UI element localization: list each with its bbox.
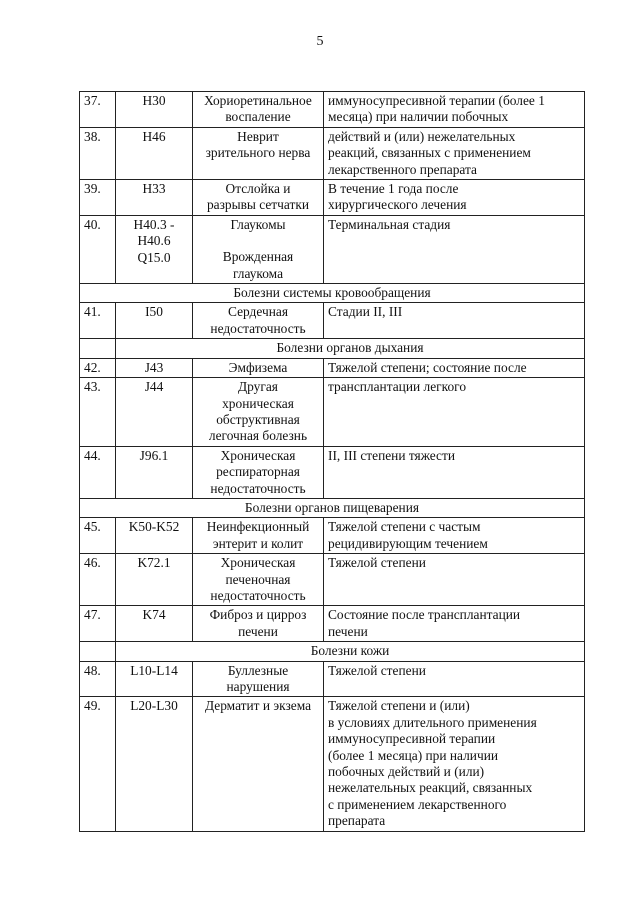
cell-line: недостаточность [210,587,306,603]
disease-name [193,697,324,831]
cell-line: L10-L14 [130,662,178,678]
section-title: Болезни органов дыхания [116,339,585,358]
row-number: 45. [80,518,116,554]
disease-name [193,378,324,447]
table-row [80,606,585,642]
disease-name [193,446,324,498]
row-number: 39. [80,180,116,216]
section-row [80,498,585,517]
cell-line: печеночная [225,571,291,587]
cell-line: Тяжелой степени; состояние после [328,359,527,375]
cell-line: J44 [144,379,164,395]
icd-code [116,661,193,697]
cell-line: недостаточность [210,480,306,496]
cell-line: энтерит и колит [212,535,304,551]
cell-line: J96.1 [139,447,169,463]
table-row [80,661,585,697]
section-title: Болезни системы кровообращения [80,284,585,303]
cell-line: H30 [142,93,166,108]
cell-line: Дерматит и экзема [204,698,312,714]
cell-line: Тяжелой степени [328,555,426,571]
disease-name [193,661,324,697]
cell-line: Другая [238,379,278,395]
icd-code [116,378,193,447]
cell-line: Состояние после трансплантации [328,607,521,623]
disease-name [193,127,324,179]
cell-line: Глаукомы [230,216,286,232]
cell-line: Врожденная [222,249,294,265]
cell-line: Эмфизема [228,359,288,375]
cell-line: действий и (или) нежелательных [328,128,516,144]
table-row [80,303,585,339]
section-spacer [80,339,116,358]
cell-line: зрительного нерва [205,145,311,161]
cell-line: Хроническая [220,555,296,571]
cell-line: Неинфекционный [206,519,310,535]
condition-text [324,127,585,179]
row-number: 42. [80,358,116,377]
row-number: 37. [80,92,116,128]
row-number: 40. [80,215,116,283]
cell-line: обструктивная [216,411,300,427]
icd-code [116,358,193,377]
cell-line: H40.6 [137,233,171,249]
disease-name [193,554,324,606]
cell-line: реакций, связанных с применением [328,145,531,161]
disease-name [193,303,324,339]
section-title: Болезни органов пищеварения [80,498,585,517]
cell-line: рецидивирующим течением [328,535,488,551]
row-number: 38. [80,127,116,179]
cell-line: недостаточность [210,320,306,336]
disease-name [193,358,324,377]
cell-line: нарушения [226,679,290,694]
condition-text [324,180,585,216]
condition-text [324,697,585,831]
row-number: 44. [80,446,116,498]
icd-code [116,446,193,498]
cell-line: Стадии II, III [328,304,403,320]
cell-line: хирургического лечения [328,197,467,213]
cell-line: Хориоретинальное [204,93,312,108]
disease-name [193,92,324,128]
disease-name [193,215,324,283]
cell-line: Хроническая [220,447,296,463]
cell-line: Тяжелой степени с частым [328,519,481,535]
cell-line: печени [238,623,278,639]
cell-line: K74 [142,607,166,623]
table-row [80,446,585,498]
cell-line: хроническая [222,395,294,411]
cell-line: K50-K52 [128,519,180,535]
table-row [80,127,585,179]
icd-code [116,518,193,554]
icd-code [116,303,193,339]
condition-text [324,303,585,339]
cell-line: побочных действий и (или) [328,764,485,780]
cell-line: J43 [144,359,164,375]
icd-code [116,92,193,128]
cell-line: трансплантации легкого [328,379,467,395]
table-row [80,697,585,831]
icd-code [116,127,193,179]
cell-line: с применением лекарственного [328,796,507,812]
cell-line: K72.1 [137,555,171,571]
cell-line: Тяжелой степени и (или) [328,698,470,714]
cell-line: иммуносупресивной терапии [328,731,496,747]
cell-line [197,233,319,249]
cell-line: Q15.0 [137,249,171,265]
section-spacer [80,642,116,661]
row-number: 49. [80,697,116,831]
condition-text [324,661,585,697]
table-row [80,358,585,377]
cell-line: II, III степени тяжести [328,447,456,463]
table-row [80,518,585,554]
page-number: 5 [316,34,324,49]
icd-code [116,697,193,831]
cell-line: лекарственного препарата [328,161,477,177]
row-number: 41. [80,303,116,339]
cell-line: разрывы сетчатки [206,197,310,213]
icd-code [116,180,193,216]
cell-line: месяца) при наличии побочных [328,109,509,125]
cell-line: нежелательных реакций, связанных [328,780,533,796]
cell-line: Отслойка и [225,181,291,197]
cell-line: иммуносупресивной терапии (более 1 [328,93,545,108]
table-row [80,554,585,606]
section-row [80,284,585,303]
icd-code [116,606,193,642]
cell-line: препарата [328,813,386,829]
table-row [80,215,585,283]
row-number: 48. [80,661,116,697]
row-number: 43. [80,378,116,447]
disease-name [193,606,324,642]
condition-text [324,446,585,498]
icd-code [116,554,193,606]
cell-line: I50 [145,304,163,320]
icd-code [116,215,193,283]
cell-line: (более 1 месяца) при наличии [328,747,499,763]
table-row [80,378,585,447]
cell-line: Неврит [237,128,279,144]
section-title: Болезни кожи [116,642,585,661]
disease-name [193,180,324,216]
condition-text [324,518,585,554]
condition-text [324,606,585,642]
cell-line: воспаление [225,109,291,125]
table-row [80,180,585,216]
condition-text [324,92,585,128]
cell-line: Буллезные [227,662,289,678]
cell-line: H33 [142,181,166,197]
condition-text [324,215,585,283]
cell-line: Терминальная стадия [328,216,451,232]
section-row [80,642,585,661]
cell-line: Тяжелой степени [328,662,426,678]
condition-text [324,378,585,447]
disease-table [79,91,585,832]
cell-line: L20-L30 [130,698,178,714]
row-number: 46. [80,554,116,606]
cell-line: в условиях длительного применения [328,714,537,730]
cell-line: H46 [142,128,166,144]
section-row [80,339,585,358]
cell-line: легочная болезнь [208,428,308,444]
cell-line: H40.3 - [133,216,175,232]
cell-line: глаукома [232,265,284,281]
condition-text [324,554,585,606]
cell-line: Фиброз и цирроз [209,607,307,623]
cell-line: Сердечная [228,304,288,320]
cell-line: В течение 1 года после [328,181,459,197]
cell-line: респираторная [216,464,300,480]
row-number: 47. [80,606,116,642]
disease-name [193,518,324,554]
cell-line: печени [328,623,368,639]
table-row [80,92,585,128]
condition-text [324,358,585,377]
